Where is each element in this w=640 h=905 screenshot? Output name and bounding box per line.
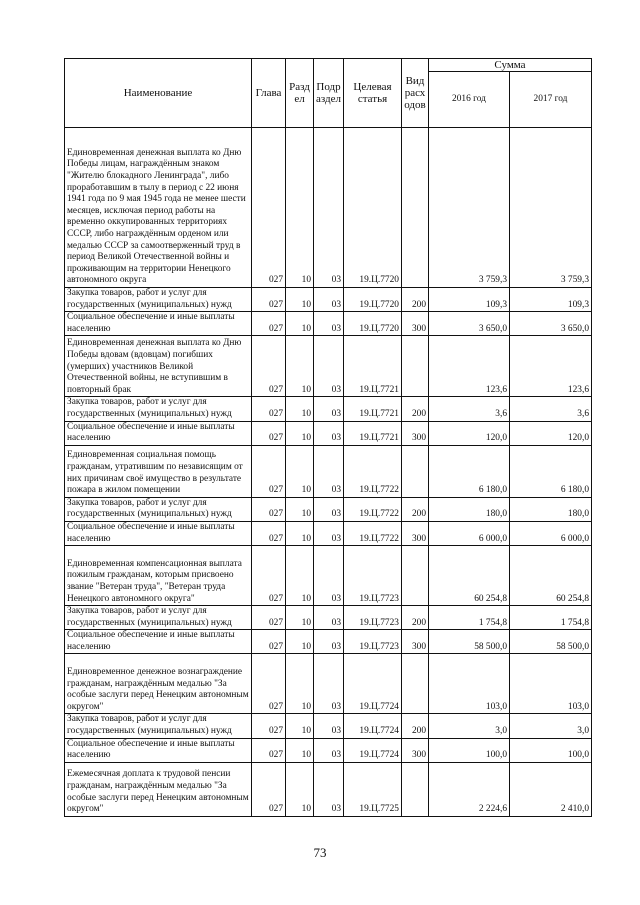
cell-podrazdel: 03	[314, 738, 344, 762]
table-row	[65, 336, 592, 397]
cell-razdel: 10	[286, 521, 314, 545]
cell-glava: 027	[252, 762, 286, 816]
cell-target: 19.Ц.7721	[344, 336, 402, 397]
cell-podrazdel: 03	[314, 606, 344, 630]
cell-2016: 2 224,6	[429, 762, 510, 816]
header-year-2017: 2017 год	[510, 72, 592, 128]
cell-name: Единовременное денежное вознаграждение гражданам, награждённым медалью "За особые заслуги перед Ненецким автономным округом"	[65, 654, 252, 714]
page-number: 73	[313, 845, 327, 860]
cell-razdel: 10	[286, 546, 314, 606]
cell-podrazdel: 03	[314, 288, 344, 312]
cell-target: 19.Ц.7722	[344, 521, 402, 545]
cell-vid	[402, 762, 429, 816]
cell-podrazdel: 03	[314, 397, 344, 421]
cell-2017: 6 000,0	[510, 521, 592, 545]
cell-vid	[402, 654, 429, 714]
header-vid: Вид расх одов	[402, 59, 429, 128]
cell-name: Закупка товаров, работ и услуг для государственных (муниципальных) нужд	[65, 288, 252, 312]
cell-2016: 103,0	[429, 654, 510, 714]
cell-podrazdel: 03	[314, 336, 344, 397]
table-header	[65, 59, 592, 128]
cell-2016: 6 180,0	[429, 445, 510, 497]
cell-target: 19.Ц.7723	[344, 546, 402, 606]
cell-podrazdel: 03	[314, 762, 344, 816]
cell-name: Закупка товаров, работ и услуг для государственных (муниципальных) нужд	[65, 497, 252, 521]
cell-glava: 027	[252, 738, 286, 762]
cell-name: Социальное обеспечение и иные выплаты населению	[65, 521, 252, 545]
cell-razdel: 10	[286, 421, 314, 445]
cell-glava: 027	[252, 630, 286, 654]
cell-glava: 027	[252, 312, 286, 336]
cell-name: Закупка товаров, работ и услуг для государственных (муниципальных) нужд	[65, 606, 252, 630]
table-row	[65, 654, 592, 714]
table-row	[65, 738, 592, 762]
table-body	[65, 128, 592, 817]
table-row	[65, 288, 592, 312]
cell-podrazdel: 03	[314, 714, 344, 738]
cell-name: Социальное обеспечение и иные выплаты населению	[65, 630, 252, 654]
header-podrazdel: Подр аздел	[314, 59, 344, 128]
cell-razdel: 10	[286, 630, 314, 654]
cell-2017: 1 754,8	[510, 606, 592, 630]
cell-target: 19.Ц.7721	[344, 397, 402, 421]
header-glava: Глава	[252, 59, 286, 128]
cell-2016: 58 500,0	[429, 630, 510, 654]
cell-glava: 027	[252, 421, 286, 445]
cell-razdel: 10	[286, 654, 314, 714]
cell-2016: 60 254,8	[429, 546, 510, 606]
cell-vid	[402, 128, 429, 288]
table-row	[65, 128, 592, 288]
cell-podrazdel: 03	[314, 445, 344, 497]
cell-glava: 027	[252, 397, 286, 421]
table-row	[65, 546, 592, 606]
header-name: Наименование	[65, 59, 252, 128]
cell-podrazdel: 03	[314, 421, 344, 445]
cell-2017: 2 410,0	[510, 762, 592, 816]
cell-razdel: 10	[286, 738, 314, 762]
cell-name: Ежемесячная доплата к трудовой пенсии гражданам, награждённым медалью "За особые заслуги перед Ненецким автономным округом"	[65, 762, 252, 816]
header-summa: Сумма	[429, 59, 592, 72]
table-row	[65, 762, 592, 816]
cell-vid: 200	[402, 497, 429, 521]
cell-name: Единовременная компенсационная выплата пожилым гражданам, которым присвоено звание "Ветеран труда", "Ветеран труда Ненецкого автономного округа"	[65, 546, 252, 606]
cell-2017: 103,0	[510, 654, 592, 714]
cell-2017: 109,3	[510, 288, 592, 312]
cell-2017: 3,6	[510, 397, 592, 421]
cell-glava: 027	[252, 445, 286, 497]
cell-name: Единовременная денежная выплата ко Дню Победы лицам, награждённым знаком "Жителю блокадного Ленинграда", либо проработавшим в тылу в период с 22 июня 1941 года по 9 мая 1945 года не менее шести месяцев, исключая период работы на временно оккупированных территориях СССР, либо награждённым орденом или медалью СССР за самоотверженный труд в период Великой Отечественной войны и проживающим на территории Ненецкого автономного округа	[65, 128, 252, 288]
cell-2016: 6 000,0	[429, 521, 510, 545]
cell-2017: 3 650,0	[510, 312, 592, 336]
cell-vid	[402, 336, 429, 397]
cell-target: 19.Ц.7720	[344, 312, 402, 336]
cell-2017: 180,0	[510, 497, 592, 521]
cell-razdel: 10	[286, 128, 314, 288]
cell-vid: 300	[402, 421, 429, 445]
cell-vid: 200	[402, 397, 429, 421]
cell-2017: 3,0	[510, 714, 592, 738]
cell-2016: 3,0	[429, 714, 510, 738]
cell-target: 19.Ц.7722	[344, 497, 402, 521]
cell-target: 19.Ц.7725	[344, 762, 402, 816]
cell-target: 19.Ц.7722	[344, 445, 402, 497]
table-row	[65, 714, 592, 738]
cell-razdel: 10	[286, 606, 314, 630]
header-target: Целевая статья	[344, 59, 402, 128]
cell-2017: 120,0	[510, 421, 592, 445]
cell-glava: 027	[252, 546, 286, 606]
cell-vid: 300	[402, 738, 429, 762]
cell-vid: 300	[402, 312, 429, 336]
cell-2016: 3 759,3	[429, 128, 510, 288]
cell-podrazdel: 03	[314, 654, 344, 714]
cell-2016: 100,0	[429, 738, 510, 762]
cell-2016: 123,6	[429, 336, 510, 397]
cell-podrazdel: 03	[314, 546, 344, 606]
cell-razdel: 10	[286, 288, 314, 312]
cell-target: 19.Ц.7724	[344, 654, 402, 714]
cell-vid: 300	[402, 521, 429, 545]
cell-glava: 027	[252, 336, 286, 397]
cell-name: Социальное обеспечение и иные выплаты населению	[65, 738, 252, 762]
cell-2016: 1 754,8	[429, 606, 510, 630]
cell-podrazdel: 03	[314, 312, 344, 336]
cell-target: 19.Ц.7721	[344, 421, 402, 445]
cell-2017: 123,6	[510, 336, 592, 397]
cell-name: Социальное обеспечение и иные выплаты населению	[65, 312, 252, 336]
table-row	[65, 397, 592, 421]
cell-name: Социальное обеспечение и иные выплаты населению	[65, 421, 252, 445]
cell-podrazdel: 03	[314, 128, 344, 288]
cell-glava: 027	[252, 497, 286, 521]
cell-2016: 180,0	[429, 497, 510, 521]
cell-target: 19.Ц.7723	[344, 630, 402, 654]
cell-razdel: 10	[286, 497, 314, 521]
cell-2017: 60 254,8	[510, 546, 592, 606]
table-row	[65, 312, 592, 336]
cell-2017: 3 759,3	[510, 128, 592, 288]
budget-table	[64, 58, 592, 817]
cell-target: 19.Ц.7720	[344, 288, 402, 312]
cell-razdel: 10	[286, 312, 314, 336]
cell-razdel: 10	[286, 714, 314, 738]
cell-vid	[402, 546, 429, 606]
cell-podrazdel: 03	[314, 630, 344, 654]
cell-2016: 3,6	[429, 397, 510, 421]
header-razdel: Разд ел	[286, 59, 314, 128]
cell-vid: 200	[402, 288, 429, 312]
cell-razdel: 10	[286, 762, 314, 816]
table-row	[65, 421, 592, 445]
cell-razdel: 10	[286, 445, 314, 497]
cell-vid	[402, 445, 429, 497]
cell-vid: 300	[402, 630, 429, 654]
cell-razdel: 10	[286, 397, 314, 421]
cell-vid: 200	[402, 714, 429, 738]
table-row	[65, 497, 592, 521]
cell-glava: 027	[252, 128, 286, 288]
cell-podrazdel: 03	[314, 521, 344, 545]
cell-glava: 027	[252, 521, 286, 545]
cell-target: 19.Ц.7723	[344, 606, 402, 630]
cell-2017: 6 180,0	[510, 445, 592, 497]
table-row	[65, 606, 592, 630]
cell-2016: 3 650,0	[429, 312, 510, 336]
cell-target: 19.Ц.7720	[344, 128, 402, 288]
cell-glava: 027	[252, 714, 286, 738]
table-row	[65, 445, 592, 497]
cell-target: 19.Ц.7724	[344, 738, 402, 762]
cell-name: Закупка товаров, работ и услуг для государственных (муниципальных) нужд	[65, 397, 252, 421]
table-row	[65, 521, 592, 545]
cell-2016: 120,0	[429, 421, 510, 445]
cell-razdel: 10	[286, 336, 314, 397]
table-row	[65, 630, 592, 654]
cell-glava: 027	[252, 654, 286, 714]
cell-vid: 200	[402, 606, 429, 630]
header-year-2016: 2016 год	[429, 72, 510, 128]
cell-target: 19.Ц.7724	[344, 714, 402, 738]
cell-podrazdel: 03	[314, 497, 344, 521]
cell-2017: 58 500,0	[510, 630, 592, 654]
cell-name: Единовременная денежная выплата ко Дню Победы вдовам (вдовцам) погибших (умерших) участников Великой Отечественной войны, не вступившим в повторный брак	[65, 336, 252, 397]
cell-glava: 027	[252, 288, 286, 312]
cell-name: Закупка товаров, работ и услуг для государственных (муниципальных) нужд	[65, 714, 252, 738]
cell-2016: 109,3	[429, 288, 510, 312]
cell-name: Единовременная социальная помощь гражданам, утратившим по независящим от них причинам своё имущество в результате пожара в жилом помещении	[65, 445, 252, 497]
cell-glava: 027	[252, 606, 286, 630]
cell-2017: 100,0	[510, 738, 592, 762]
